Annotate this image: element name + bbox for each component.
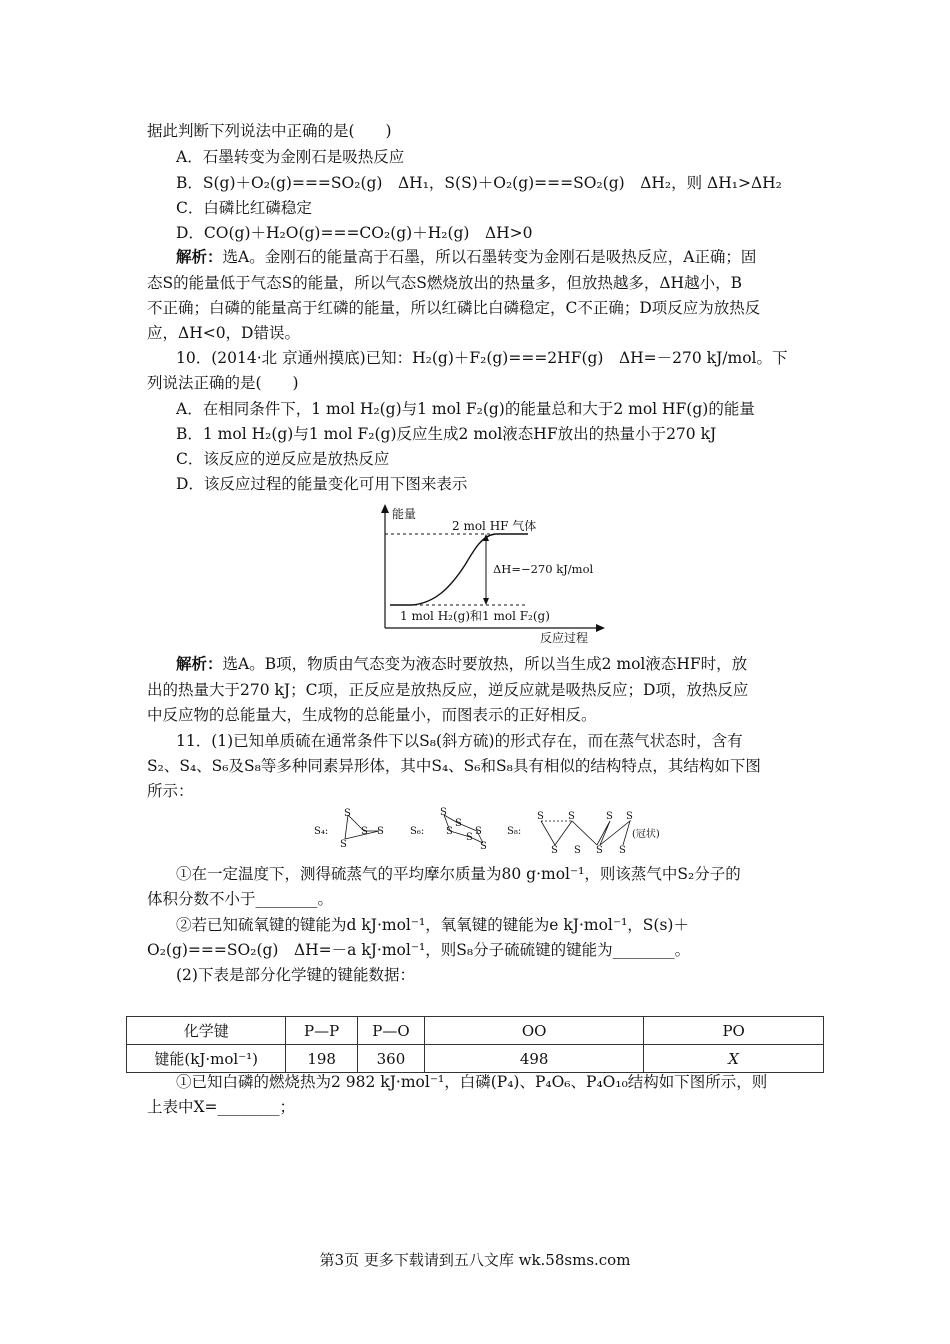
q10-option-b: B．1 mol H₂(g)与1 mol F₂(g)反应生成2 mol液态HF放出的热量小于270 kJ	[176, 425, 717, 443]
s6-atom: S	[480, 841, 487, 852]
table-cell: 498	[425, 1045, 644, 1073]
table-row	[127, 1045, 824, 1073]
s8-atom: S	[596, 845, 603, 856]
s8-atom: S	[574, 845, 581, 856]
s4-atom: S	[361, 826, 368, 837]
q10-answer-line-3: 中反应物的总能量大，生成物的总能量小，而图表示的正好相反。	[147, 706, 597, 724]
q11-line-1: 11．(1)已知单质硫在通常条件下以S₈(斜方硫)的形式存在，而在蒸气状态时，含有	[176, 732, 743, 750]
question-intro: 据此判断下列说法中正确的是( )	[147, 122, 392, 140]
q9-answer-line-4: 应，ΔH<0，D错误。	[147, 324, 300, 342]
table-row-label: 键能(kJ·mol⁻¹)	[127, 1045, 286, 1073]
table-cell: X	[644, 1045, 824, 1073]
table-header: OO	[425, 1017, 644, 1045]
s4-label: S₄:	[314, 826, 329, 837]
q11-part3-line-2: 上表中X=________；	[147, 1098, 296, 1116]
q10-answer-line-2: 出的热量大于270 kJ；C项，正反应是放热反应，逆反应就是吸热反应；D项，放热反应	[147, 681, 749, 699]
table-header: PO	[644, 1017, 824, 1045]
q11-part2-line-1: ②若已知硫氧键的键能为d kJ·mol⁻¹，氧氧键的键能为e kJ·mol⁻¹，S(s)＋	[176, 916, 689, 934]
table-header-row	[127, 1017, 824, 1045]
table-cell: 198	[286, 1045, 357, 1073]
s6-label: S₆:	[410, 826, 425, 837]
y-axis-label: 能量	[392, 507, 417, 521]
s6-atom: S	[475, 826, 482, 837]
s8-atom: S	[537, 811, 544, 822]
s8-atom: S	[568, 811, 575, 822]
page-footer: 第3页 更多下载请到五八文库 wk.58sms.com	[319, 1251, 631, 1269]
table-header: P—O	[357, 1017, 424, 1045]
q9-answer-line-1: 解析：选A。金刚石的能量高于石墨，所以石墨转变为金刚石是吸热反应，A正确；固	[176, 247, 757, 266]
q10-option-a: A．在相同条件下，1 mol H₂(g)与1 mol F₂(g)的能量总和大于2 mol HF(g)的能量	[176, 400, 755, 418]
reactant-label: 1 mol H₂(g)和1 mol F₂(g)	[400, 609, 550, 623]
s8-atom: S	[626, 811, 633, 822]
bond-energy-table	[126, 1016, 824, 1073]
s4-atom: S	[340, 839, 347, 850]
q10-line-2: 列说法正确的是( )	[147, 374, 299, 392]
s6-atom: S	[455, 818, 462, 829]
delta-h-label: ΔH=−270 kJ/mol	[493, 562, 594, 576]
x-axis-label: 反应过程	[540, 631, 589, 645]
table-header: P—P	[286, 1017, 357, 1045]
s6-atom: S	[440, 807, 447, 818]
product-label: 2 mol HF 气体	[452, 519, 537, 533]
table-cell: 360	[357, 1045, 424, 1073]
q11-line-2: S₂、S₄、S₆及S₈等多种同素异形体，其中S₄、S₆和S₈具有相似的结构特点，其结构如下图	[147, 757, 761, 775]
q10-option-d: D．该反应过程的能量变化可用下图来表示	[176, 475, 468, 493]
s6-atom: S	[466, 832, 473, 843]
q9-answer-line-2: 态S的能量低于气态S的能量，所以气态S燃烧放出的热量多，但放热越多，ΔH越小，B	[147, 274, 742, 292]
q9-option-b: B．S(g)＋O₂(g)===SO₂(g) ΔH₁，S(S)＋O₂(g)===SO₂(g) ΔH₂，则 ΔH₁>ΔH₂	[176, 174, 782, 192]
q11-part1-line-1: ①在一定温度下，测得硫蒸气的平均摩尔质量为80 g·mol⁻¹，则该蒸气中S₂分子的	[176, 865, 741, 883]
s6-atom: S	[446, 826, 453, 837]
q9-option-c: C．白磷比红磷稳定	[176, 199, 312, 217]
s4-atom: S	[377, 826, 384, 837]
q10-answer-line-1: 解析：选A。B项，物质由气态变为液态时要放热，所以当生成2 mol液态HF时，放	[176, 654, 748, 673]
table-header: 化学键	[127, 1017, 286, 1045]
q10-option-c: C．该反应的逆反应是放热反应	[176, 450, 390, 468]
s4-atom: S	[344, 808, 351, 819]
q9-option-d: D．CO(g)＋H₂O(g)===CO₂(g)＋H₂(g) ΔH>0	[176, 224, 533, 242]
q9-option-a: A．石墨转变为金刚石是吸热反应	[176, 148, 405, 166]
sulfur-structures	[310, 803, 680, 858]
crown-label: (冠状)	[632, 829, 660, 840]
q10-line-1: 10．(2014·北 京通州摸底)已知：H₂(g)＋F₂(g)===2HF(g) ΔH=－270 kJ/mol。下	[176, 349, 788, 367]
q11-part3-line-1: ①已知白磷的燃烧热为2 982 kJ·mol⁻¹，白磷(P₄)、P₄O₆、P₄O₁₀结构如下图所示，则	[176, 1073, 768, 1091]
energy-diagram	[360, 500, 610, 648]
s8-atom: S	[619, 845, 626, 856]
s8-atom: S	[606, 811, 613, 822]
q11-part1-line-2: 体积分数不小于________。	[147, 890, 334, 908]
q11-part2-intro: (2)下表是部分化学键的键能数据：	[176, 966, 415, 984]
q11-part2-line-2: O₂(g)===SO₂(g) ΔH=－a kJ·mol⁻¹，则S₈分子硫硫键的键能为________。	[147, 941, 691, 959]
q9-answer-line-3: 不正确；白磷的能量高于红磷的能量，所以红磷比白磷稳定，C不正确；D项反应为放热反	[147, 299, 761, 317]
s8-atom: S	[551, 845, 558, 856]
s8-label: S₈:	[507, 826, 522, 837]
q11-line-3: 所示：	[147, 782, 194, 800]
